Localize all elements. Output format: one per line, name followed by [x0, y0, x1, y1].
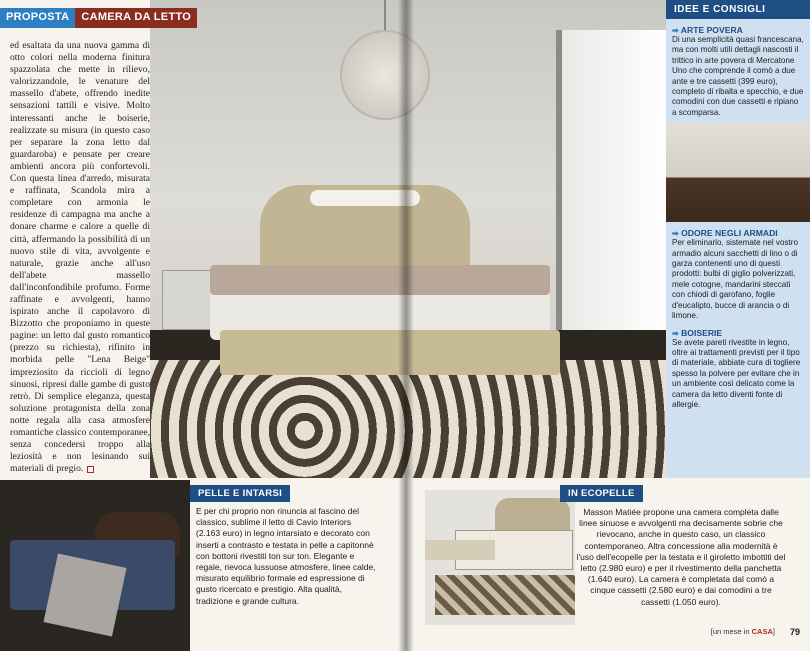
bed-base [220, 330, 560, 375]
arrow-icon: ➡ [672, 229, 679, 239]
tip-heading: ODORE NEGLI ARMADI [681, 228, 778, 239]
footer-credit [711, 627, 775, 636]
ecopelle-box [570, 483, 790, 613]
arrow-icon: ➡ [672, 26, 679, 35]
pelle-tag: PELLE E INTARSI [190, 485, 290, 502]
arte-povera-photo [666, 122, 810, 222]
tip-boiserie [666, 328, 810, 411]
bed-blanket [43, 553, 126, 636]
page-gutter [398, 0, 414, 651]
article-text: ed esaltata da una nuova gamma di otto colori nella moderna finitura spazzolata che mette in rilievo, valorizzandole, le venature del massello d'abete, offrendo inedite sensazioni tattili e visive. Molto interessanti anche le boiserie, realizzate su misura (in questo caso per separare la zona letto dal guardaroba) e pensate per creare ambienti ancora più confortevoli. Con questa linea d'arredo, misurata e raffinata, Scandola mira a completare con armonia le residenze di campagna ma anche a donare charme e calore a quelle di città, affermando la possibilità di un nuovo stile di vita, avvolgente e naturale, grazie anche all'uso dell'abete massello dall'inconfondibile profumo. Forme raffinate e avvolgenti, hanno ispirato anche il capolavoro di Bizzotto che proponiamo in queste pagine: un letto dal gusto romantico (prezzo su richiesta), rifinito in morbida pelle "Lena Beige" impreziosito da riccioli di legno sinuosi, ripresi dalle gambe di gusto retrò. Di semplice eleganza, questa soluzione protagonista della zona notte regala alla casa atmosfere romantiche classico contemporanee, senza concedersi troppo alla leziosità e non lesinando sui materiali di pregio. [10, 40, 150, 475]
pelle-text: E per chi proprio non rinuncia al fascino del classico, sublime il letto di Cavio Interiors (2.163 euro) in legno intarsiato e decorato con inserti a contrasto e testata in pelle a capitonnè con bottoni rivestiti ton sur ton. Elegante e regale, rievoca lussuose atmosfere, linee calde, misurato equilibrio formale ed espressione di gusto ricercato e prestigio. Alta qualità, tradizione e grande cultura. [196, 506, 376, 606]
page-number: 79 [789, 627, 800, 637]
leather-bed-photo [0, 480, 190, 651]
footer-brand: CASA [751, 627, 773, 636]
arrow-icon: ➡ [672, 328, 679, 338]
tips-panel [666, 0, 810, 478]
pelle-box [190, 483, 380, 606]
tip-text: Di una semplicità quasi francescana, ma con molti utili dettagli nascosti il trittico in arte povera di Mercatone Uno che comprende il comò a due ante e tre cassetti (399 euro), completo di ribalta e specchio, e due comodini con due cassetti e ripiano a scomparsa. [672, 35, 804, 117]
ecopelle-text: Masson Matiée propone una camera completa dalle linee sinuose e avvolgenti ma decisamente sobrie che rievocano, anche in questo caso, un classico contemporaneo. Altra concessione alla modernità è l'uso dell'ecopelle per la testata e il giroletto imbottiti del letto (2.980 euro) e per il rivestimento della panchetta (1.640 euro). La camera è completata dal comò a cinque cassetti (2.580 euro) e dai comodini a tre cassetti (1.050 euro). [576, 507, 786, 607]
footer-prefix: [un mese in [710, 627, 750, 636]
footer-suffix: ] [772, 627, 775, 636]
bed-throw [210, 265, 550, 295]
pendant-lamp [340, 30, 430, 120]
tip-text: Per eliminarlo, sistemate nel vostro armadio alcuni sacchetti di lino o di garza contenenti uno di questi prodotti: bulbi di giglio polverizzati, mele cotogne, mandarini steccati con chiodi di garofano, foglie d'eucalipto, bucce di arancia o di limone. [672, 238, 798, 321]
tip-arte-povera [666, 25, 810, 118]
topic-label: CAMERA DA LETTO [75, 8, 197, 28]
ecopelle-bed-photo [425, 490, 575, 625]
end-square-icon [87, 466, 94, 473]
ecopelle-tag: IN ECOPELLE [560, 485, 643, 502]
tips-title: IDEE E CONSIGLI [666, 0, 810, 19]
tip-odore [666, 228, 810, 321]
ecopelle-rug [435, 575, 575, 615]
lamp-cord [384, 0, 386, 32]
ecopelle-bench [425, 540, 495, 560]
photo-window [556, 30, 666, 330]
tip-heading: BOISERIE [681, 327, 723, 338]
article-column [10, 40, 150, 475]
section-header [0, 8, 197, 28]
tip-text: Se avete pareti rivestite in legno, oltre ai trattamenti previsti per il tipo di materiale, abbiate cura di togliere spesso la polvere per evitare che in un ambiente così delicato come la camera da letto diventi fonte di allergie. [672, 337, 801, 409]
section-label: PROPOSTA [0, 8, 75, 28]
tip-heading: ARTE POVERA [680, 25, 743, 35]
